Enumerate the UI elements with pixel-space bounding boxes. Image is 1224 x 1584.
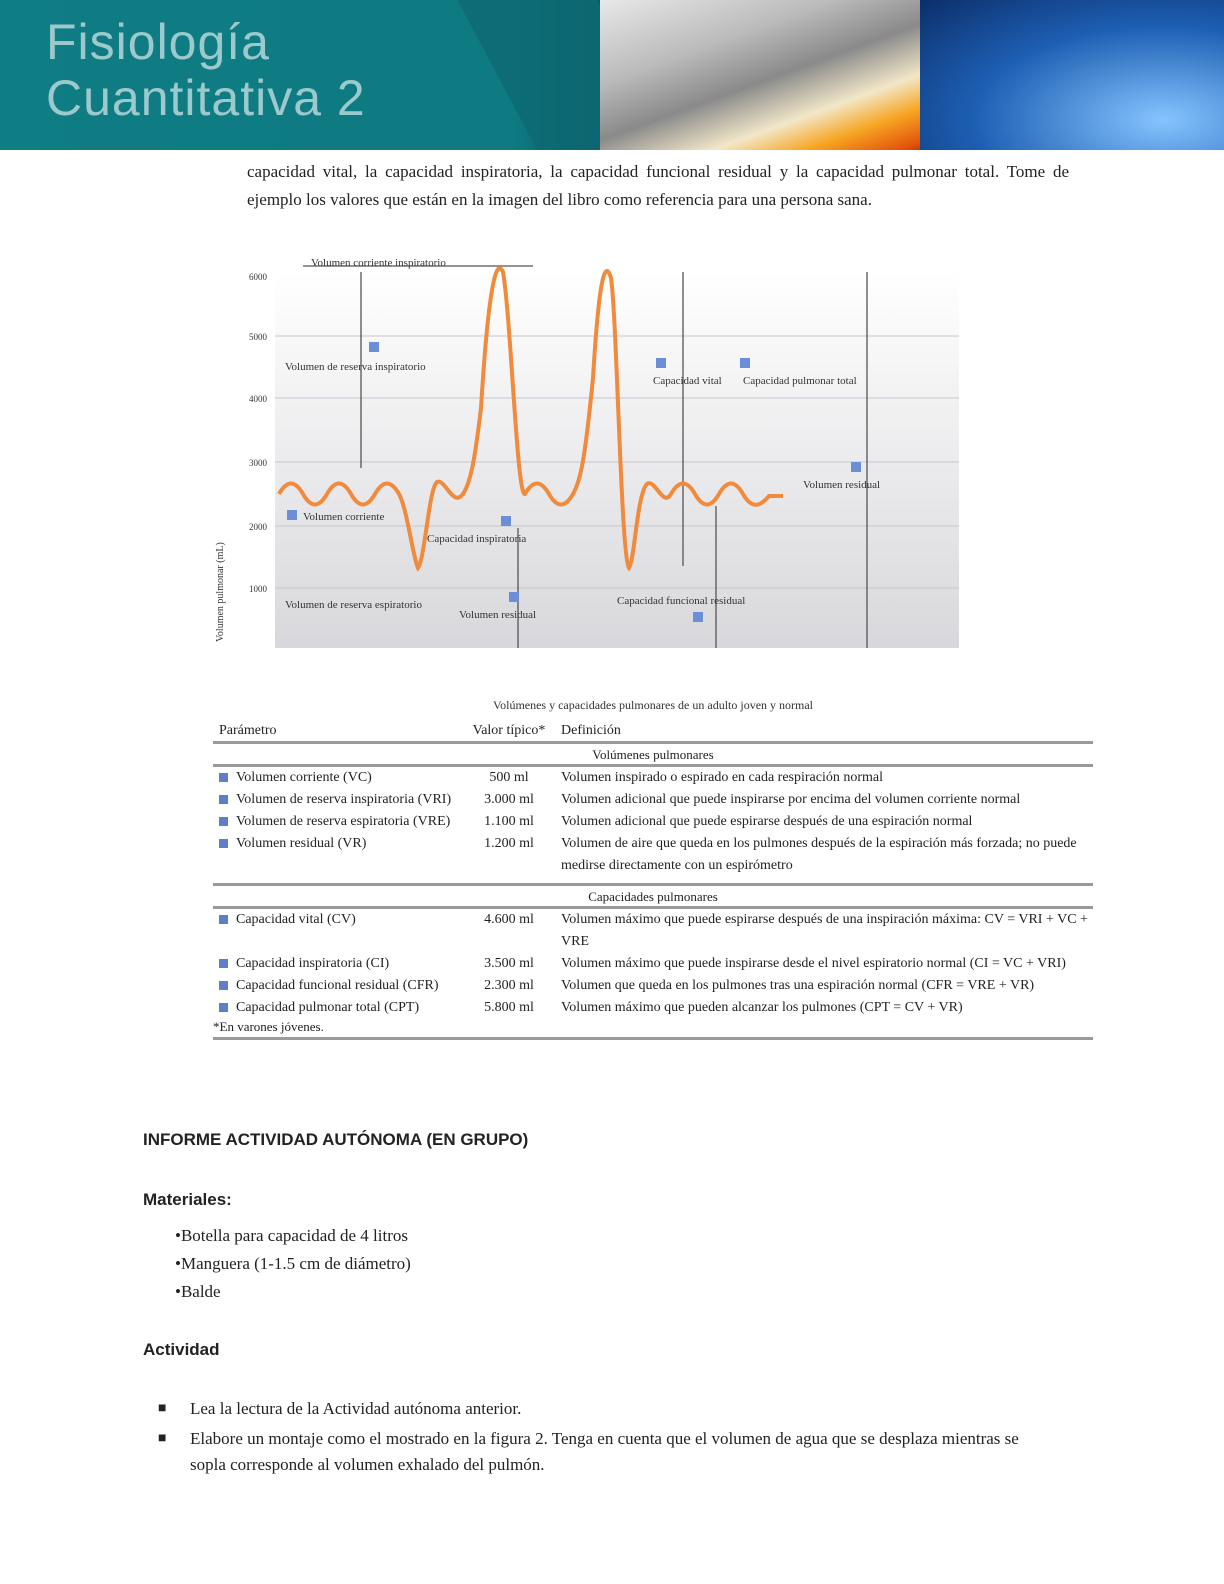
table-row <box>213 953 1093 975</box>
table-row <box>213 811 1093 833</box>
activity-item <box>158 1396 1058 1422</box>
fig-label-residual: Volumen residual <box>459 609 537 621</box>
row-definition: Volumen inspirado o espirado en cada respiración normal <box>561 770 884 785</box>
icon-residual <box>509 592 519 602</box>
icon-frc-right <box>851 462 861 472</box>
icon-insp-cap <box>501 516 511 526</box>
fig-ytick-4: 2000 <box>249 522 267 532</box>
row-parameter <box>213 767 463 789</box>
row-parameter-text: Capacidad vital (CV) <box>236 912 356 927</box>
section-capacities: Capacidades pulmonares <box>213 886 1093 909</box>
fig-label-frc: Capacidad funcional residual <box>617 595 746 607</box>
icon-frc <box>693 612 703 622</box>
icon-tlc <box>740 358 750 368</box>
fig-label-reserve-insp: Volumen de reserva inspiratorio <box>285 361 426 373</box>
activity-heading: Actividad <box>143 1340 220 1359</box>
square-bullet-icon <box>219 839 228 848</box>
row-parameter-text: Volumen corriente (VC) <box>236 770 372 785</box>
banner-title-line1: Fisiología <box>46 14 270 70</box>
report-title: INFORME ACTIVIDAD AUTÓNOMA (EN GRUPO) <box>143 1130 529 1149</box>
fig-ytick-5: 1000 <box>249 584 267 594</box>
row-parameter <box>213 909 463 953</box>
activity-list <box>158 1396 1058 1482</box>
row-value: 2.300 ml <box>484 978 534 993</box>
row-definition: Volumen adicional que puede inspirarse por encima del volumen corriente normal <box>561 792 1021 807</box>
header-value: Valor típico* <box>472 723 546 738</box>
row-parameter-text: Volumen de reserva inspiratoria (VRI) <box>236 792 452 807</box>
material-item: •Manguera (1-1.5 cm de diámetro) <box>175 1254 411 1273</box>
volumes-rows <box>213 767 1093 877</box>
header-banner <box>0 0 1224 150</box>
icon-tidal <box>287 510 297 520</box>
fig-ytick-2: 4000 <box>249 394 267 404</box>
row-parameter <box>213 953 463 975</box>
row-definition: Volumen máximo que pueden alcanzar los pulmones (CPT = CV + VR) <box>561 1000 963 1015</box>
row-value: 1.100 ml <box>484 814 534 829</box>
row-parameter-text: Capacidad inspiratoria (CI) <box>236 956 390 971</box>
table-row <box>213 909 1093 953</box>
square-bullet-icon <box>219 1003 228 1012</box>
banner-photo <box>600 0 960 150</box>
row-value: 1.200 ml <box>484 836 534 851</box>
square-bullet-icon <box>219 959 228 968</box>
row-parameter-text: Capacidad funcional residual (CFR) <box>236 978 439 993</box>
fig-label-frc-right: Volumen residual <box>803 479 881 491</box>
table-row <box>213 789 1093 811</box>
row-value: 3.500 ml <box>484 956 534 971</box>
square-bullet-icon <box>219 773 228 782</box>
header-definition: Definición <box>561 723 621 738</box>
figure-canvas <box>213 258 973 658</box>
bullet-icon: ■ <box>158 1431 167 1446</box>
fig-label-top: Volumen corriente inspiratorio <box>311 258 446 269</box>
row-definition: Volumen que queda en los pulmones tras una espiración normal (CFR = VRE + VR) <box>561 978 1035 993</box>
intro-paragraph: capacidad vital, la capacidad inspiratoria, la capacidad funcional residual y la capacidad pulmonar total. Tome de ejemplo los valores que están en la imagen del libro como referencia para una persona sana. <box>247 162 1069 209</box>
table-row <box>213 975 1093 997</box>
row-value: 4.600 ml <box>484 912 534 927</box>
section-divider <box>213 877 1093 886</box>
row-value: 500 ml <box>489 770 529 785</box>
row-value: 3.000 ml <box>484 792 534 807</box>
fig-label-insp-cap: Capacidad inspiratoria <box>427 533 527 545</box>
material-item: •Botella para capacidad de 4 litros <box>175 1226 408 1245</box>
row-value: 5.800 ml <box>484 1000 534 1015</box>
table-row <box>213 997 1093 1019</box>
table-row <box>213 833 1093 877</box>
row-definition: Volumen de aire que queda en los pulmones después de la espiración más forzada; no puede medirse directamente con un espirómetro <box>561 836 1077 873</box>
row-parameter-text: Volumen de reserva espiratoria (VRE) <box>236 814 451 829</box>
banner-title <box>46 14 366 126</box>
row-parameter <box>213 811 463 833</box>
table-caption: Volúmenes y capacidades pulmonares de un adulto joven y normal <box>492 698 814 712</box>
material-item: •Balde <box>175 1282 221 1301</box>
header-parameter: Parámetro <box>219 723 277 738</box>
row-parameter-text: Capacidad pulmonar total (CPT) <box>236 1000 420 1015</box>
row-definition: Volumen máximo que puede espirarse después de una inspiración máxima: CV = VRI + VC + VRE <box>561 912 1088 949</box>
materials-heading: Materiales: <box>143 1190 232 1209</box>
lung-volumes-table <box>213 698 1093 1040</box>
activity-item-text: Lea la lectura de la Actividad autónoma anterior. <box>190 1399 522 1418</box>
banner-graphic <box>920 0 1224 150</box>
icon-reserve-insp <box>369 342 379 352</box>
icon-vital <box>656 358 666 368</box>
row-parameter <box>213 833 463 877</box>
activity-item-text: Elabore un montaje como el mostrado en la figura 2. Tenga en cuenta que el volumen de agua que se desplaza mientras se sopla corresponde al volumen exhalado del pulmón. <box>190 1429 1019 1474</box>
square-bullet-icon <box>219 795 228 804</box>
bullet-icon: ■ <box>158 1401 167 1416</box>
row-definition: Volumen adicional que puede espirarse después de una espiración normal <box>561 814 973 829</box>
activity-item <box>158 1426 1058 1478</box>
square-bullet-icon <box>219 817 228 826</box>
fig-label-tlc: Capacidad pulmonar total <box>743 375 857 387</box>
square-bullet-icon <box>219 981 228 990</box>
lung-volume-figure <box>213 258 973 658</box>
table-footnote: *En varones jóvenes. <box>213 1019 1093 1040</box>
row-parameter-text: Volumen residual (VR) <box>236 836 367 851</box>
materials-list <box>175 1222 411 1306</box>
row-parameter <box>213 789 463 811</box>
table-row <box>213 767 1093 789</box>
row-parameter <box>213 997 463 1019</box>
fig-ytick-0: 6000 <box>249 272 267 282</box>
fig-yaxis-title: Volumen pulmonar (mL) <box>215 542 226 642</box>
fig-label-tidal: Volumen corriente <box>303 511 385 523</box>
row-definition: Volumen máximo que puede inspirarse desde el nivel espiratorio normal (CI = VC + VRI) <box>561 956 1066 971</box>
plot-area <box>275 272 959 648</box>
row-parameter <box>213 975 463 997</box>
table-header <box>213 723 1093 744</box>
capacities-rows <box>213 909 1093 1019</box>
square-bullet-icon <box>219 915 228 924</box>
section-volumes: Volúmenes pulmonares <box>213 744 1093 767</box>
banner-title-line2: Cuantitativa 2 <box>46 70 366 126</box>
fig-ytick-1: 5000 <box>249 332 267 342</box>
fig-label-reserve-exp: Volumen de reserva espiratorio <box>285 599 422 611</box>
fig-label-vital: Capacidad vital <box>653 375 722 387</box>
fig-ytick-3: 3000 <box>249 458 267 468</box>
